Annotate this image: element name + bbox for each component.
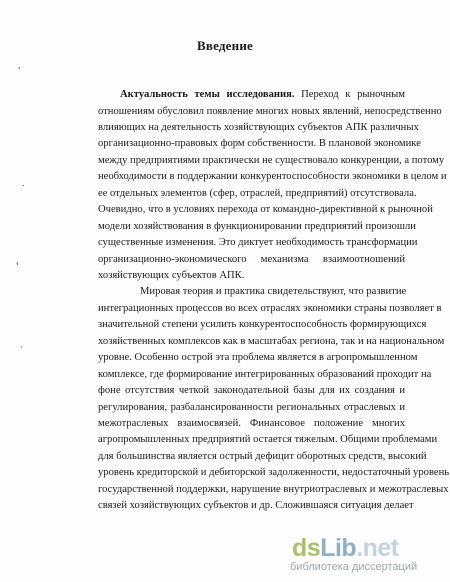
line-text: существенные изменения. Это диктует необходимость трансформации xyxy=(98,237,418,248)
line-text: Переход к рыночным xyxy=(294,89,405,100)
watermark-logo xyxy=(286,534,436,572)
watermark-subtitle: библиотека диссертаций xyxy=(290,561,418,573)
text-line xyxy=(140,286,405,298)
line-text: фоне отсутствия четкой законодательной базы для их создания и xyxy=(98,385,405,397)
text-line xyxy=(98,500,414,512)
text-line xyxy=(98,171,447,183)
line-text: модели хозяйствования в функционировании предприятий произошли xyxy=(98,220,416,232)
text-line xyxy=(98,385,405,397)
scan-speck: ‹ xyxy=(16,258,19,268)
text-line xyxy=(98,335,445,348)
text-line xyxy=(98,105,442,118)
section-lead: Актуальность темы исследования. xyxy=(120,89,295,100)
text-line xyxy=(120,89,405,101)
text-line xyxy=(98,254,405,266)
text-line xyxy=(98,450,427,463)
line-text: Очевидно, что в условиях перехода от командно-директивной к рыночной xyxy=(98,204,433,216)
line-text: хозяйственных комплексов как в масштабах региона, так и на национальном xyxy=(98,335,445,347)
text-line xyxy=(98,270,244,282)
line-text: необходимости в поддержании конкурентоспособности экономики в целом и xyxy=(98,171,447,183)
line-text: межотраслевых взаимосвязей. Финансовое положение многих xyxy=(98,418,405,429)
line-text: связей хозяйствующих субъектов и др. Сложившаяся ситуация делает xyxy=(98,500,414,512)
text-line xyxy=(98,187,417,200)
line-text: ее отдельных элементов (сфер, отраслей, предприятий) отсутствовала. xyxy=(98,187,417,199)
page-title: Введение xyxy=(197,38,253,53)
line-text: комплексе, где формирование интегрированных образований проходит на xyxy=(98,368,432,380)
line-text: уровне. Особенно острой эта проблема является в агропромышленном xyxy=(98,352,418,364)
line-text: Мировая теория и практика свидетельствуют, что развитие xyxy=(140,286,407,298)
text-line xyxy=(98,138,421,150)
text-line xyxy=(98,204,433,216)
text-line xyxy=(98,402,405,414)
text-line xyxy=(98,154,445,167)
line-text: значительной степени усилить конкурентоспособность формирующихся xyxy=(98,319,427,331)
text-line xyxy=(98,121,419,134)
text-line xyxy=(98,237,418,249)
scan-speck: . xyxy=(22,178,25,188)
text-line xyxy=(98,302,442,315)
text-line xyxy=(98,319,427,331)
line-text: организационно-экономического механизма взаимоотношений xyxy=(98,253,405,265)
scan-speck: · xyxy=(20,342,23,352)
line-text: между предприятиями практически не существовало конкуренции, а потому xyxy=(98,154,445,166)
text-line xyxy=(98,483,449,496)
text-line xyxy=(98,434,438,446)
line-text: отношениям обусловил появление многих новых явлений, непосредственно xyxy=(98,105,442,117)
line-text: организационно-правовых форм собственности. В плановой экономике xyxy=(98,138,421,150)
line-text: хозяйствующих субъектов АПК. xyxy=(98,269,245,281)
line-text: агропромышленных предприятий остается тяжелым. Общими проблемами xyxy=(98,434,438,446)
line-text: влияющих на деятельность хозяйствующих субъектов АПК различных xyxy=(98,121,419,133)
scan-speck: , xyxy=(18,60,21,70)
line-text: интеграционных процессов во всех отраслях экономики страны позволяет в xyxy=(98,302,442,314)
line-text: регулирования, разбалансированности региональных отраслевых и xyxy=(98,401,405,413)
text-line xyxy=(98,368,432,381)
text-line xyxy=(98,352,418,364)
line-text: уровень кредиторской и дебиторской задолженности, недостаточный уровень xyxy=(98,467,450,479)
line-text: для большинства является острый дефицит оборотных средств, высокий xyxy=(98,450,427,462)
text-line xyxy=(98,418,405,430)
line-text: государственной поддержки, нарушение внутриотраслевых и межотраслевых xyxy=(98,483,449,495)
text-line xyxy=(98,220,416,233)
text-line xyxy=(98,467,450,479)
dslib-logo: dsLib.net xyxy=(292,534,399,562)
